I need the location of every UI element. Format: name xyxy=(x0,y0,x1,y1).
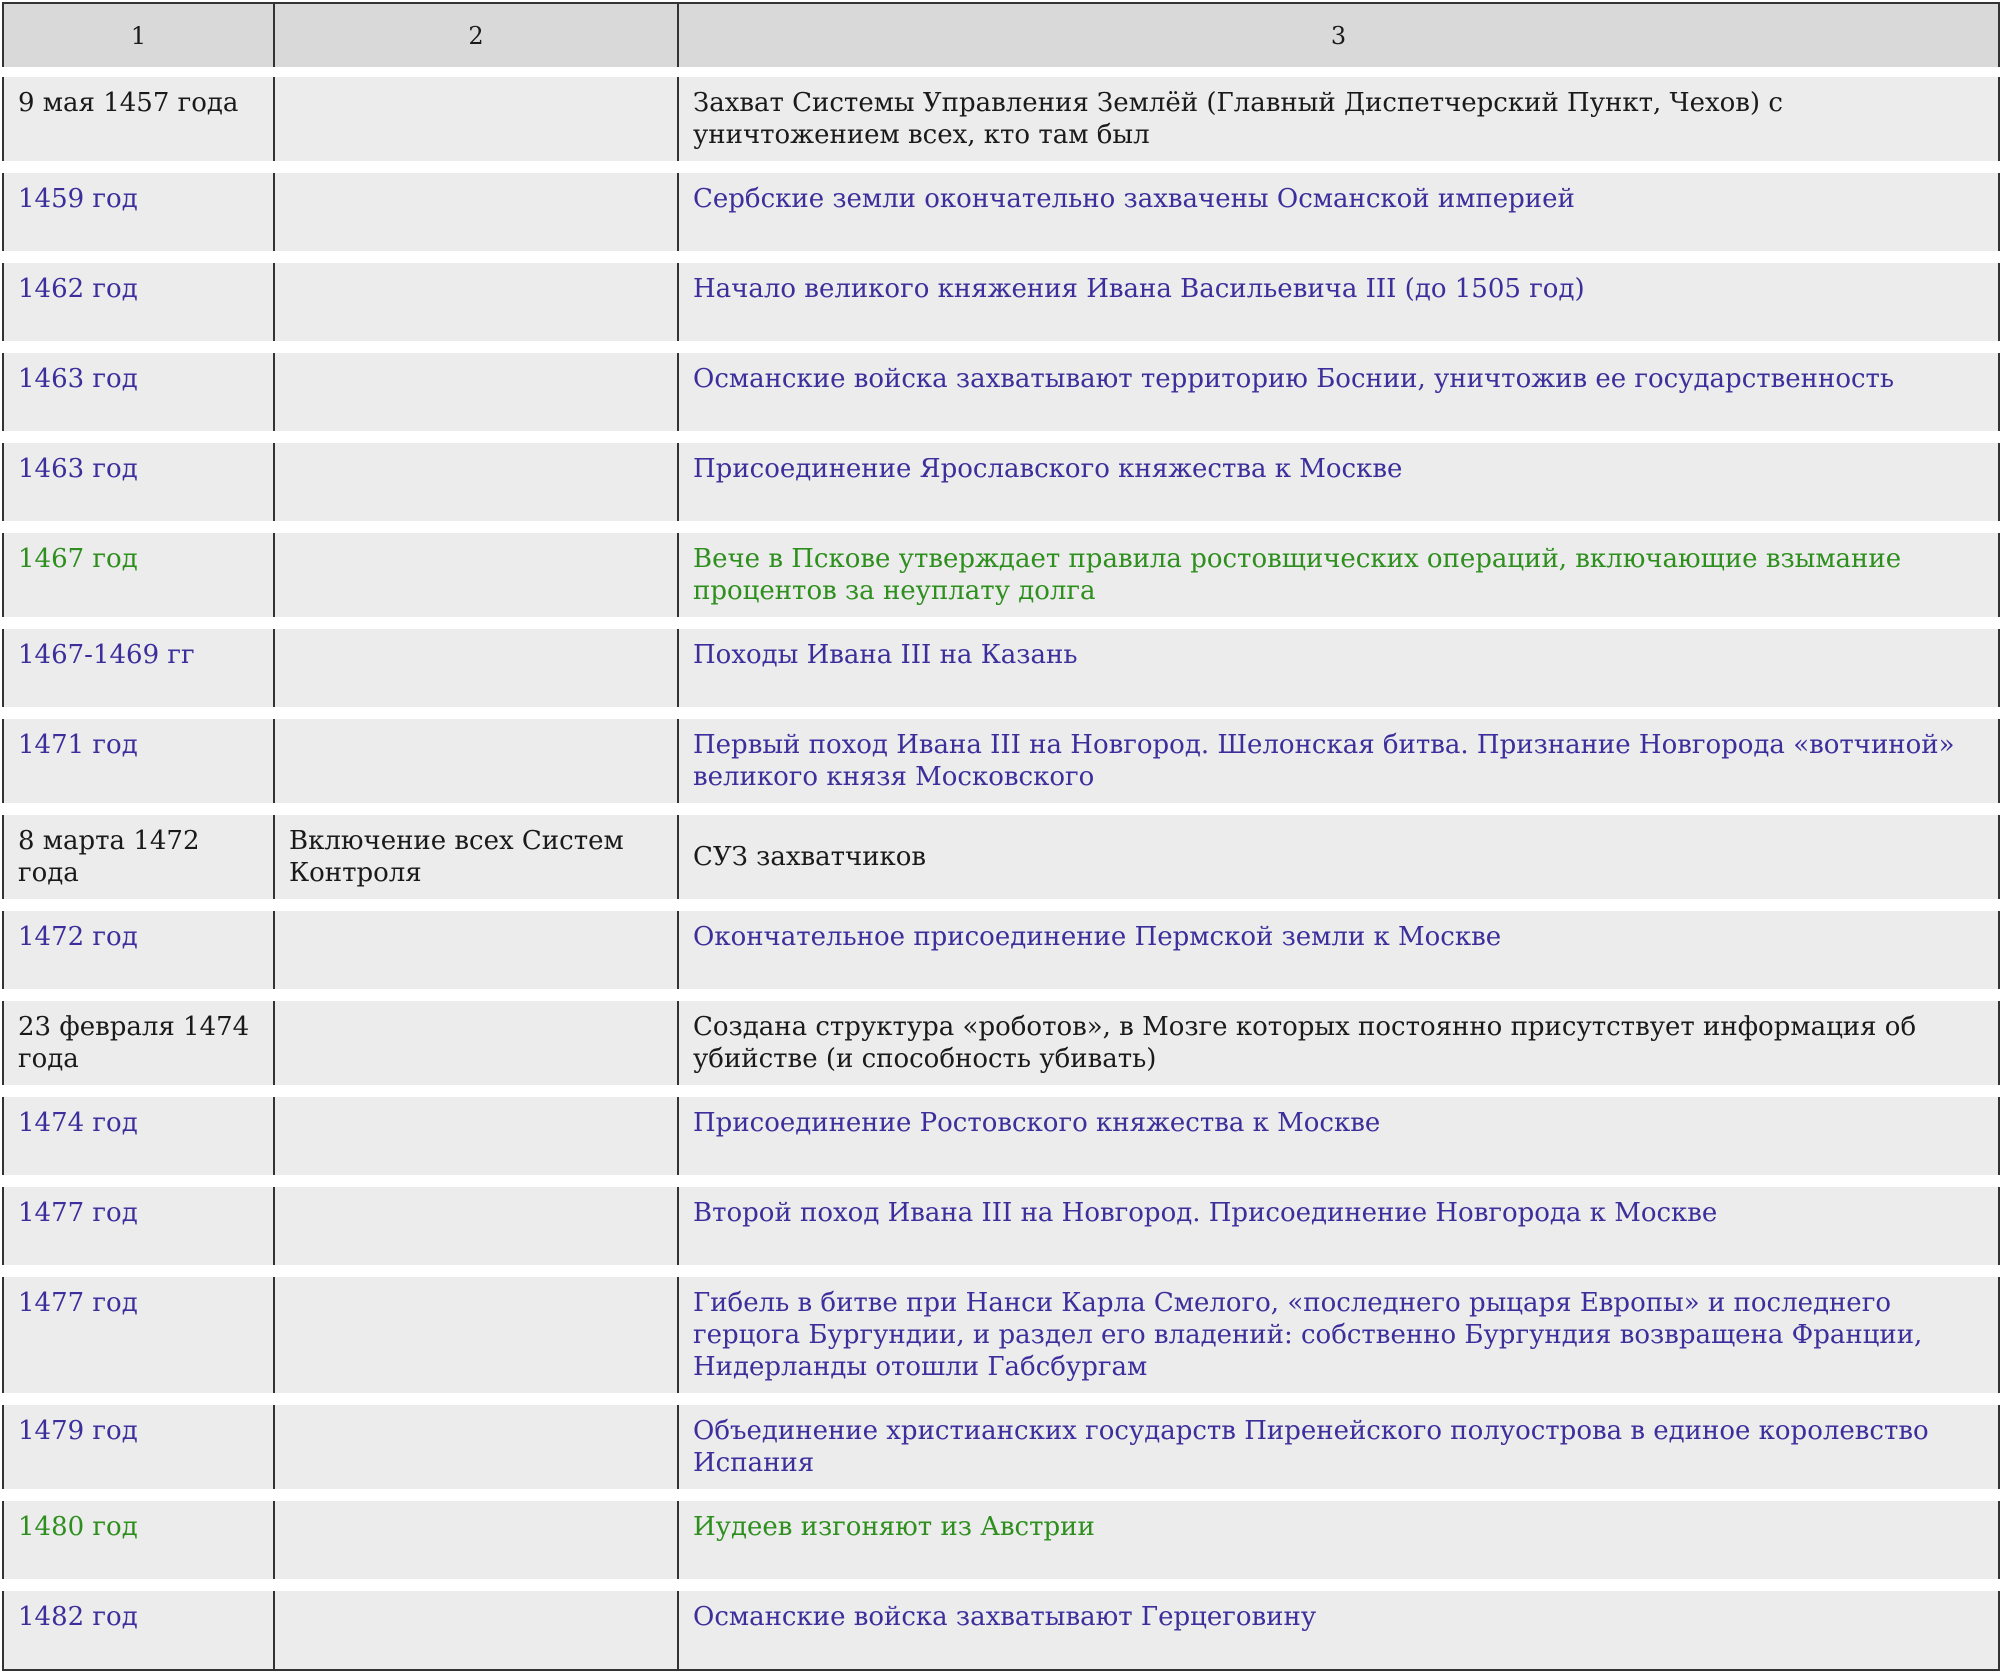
note-cell xyxy=(274,347,678,437)
event-cell: Присоединение Ростовского княжества к Москве xyxy=(678,1091,1999,1181)
table-row xyxy=(3,257,1999,347)
table-row xyxy=(3,905,1999,995)
date-cell: 1474 год xyxy=(3,1091,274,1181)
date-cell: 1482 год xyxy=(3,1585,274,1670)
table-row xyxy=(3,1091,1999,1181)
event-cell: СУЗ захватчиков xyxy=(678,809,1999,905)
event-cell: Османские войска захватывают территорию Боснии, уничтожив ее государственность xyxy=(678,347,1999,437)
table-row xyxy=(3,347,1999,437)
note-cell xyxy=(274,72,678,167)
event-cell: Сербские земли окончательно захвачены Османской империей xyxy=(678,167,1999,257)
note-cell xyxy=(274,1091,678,1181)
date-cell: 1480 год xyxy=(3,1495,274,1585)
column-header-3: 3 xyxy=(678,3,1999,72)
table-row xyxy=(3,1399,1999,1495)
note-cell xyxy=(274,1271,678,1399)
date-cell: 1472 год xyxy=(3,905,274,995)
event-cell: Вече в Пскове утверждает правила ростовщических операций, включающие взымание процентов за неуплату долга xyxy=(678,527,1999,623)
table-row xyxy=(3,1495,1999,1585)
date-cell: 1471 год xyxy=(3,713,274,809)
date-cell: 1477 год xyxy=(3,1181,274,1271)
note-cell xyxy=(274,1399,678,1495)
note-cell xyxy=(274,1495,678,1585)
table-row xyxy=(3,167,1999,257)
date-cell: 1467 год xyxy=(3,527,274,623)
note-cell xyxy=(274,905,678,995)
note-cell xyxy=(274,995,678,1091)
date-cell: 1463 год xyxy=(3,437,274,527)
date-cell: 1463 год xyxy=(3,347,274,437)
table-row xyxy=(3,1271,1999,1399)
note-cell xyxy=(274,713,678,809)
note-cell xyxy=(274,1585,678,1670)
event-cell: Иудеев изгоняют из Австрии xyxy=(678,1495,1999,1585)
event-cell: Создана структура «роботов», в Мозге которых постоянно присутствует информация об убийстве (и способность убивать) xyxy=(678,995,1999,1091)
event-cell: Походы Ивана III на Казань xyxy=(678,623,1999,713)
date-cell: 1462 год xyxy=(3,257,274,347)
event-cell: Объединение христианских государств Пиренейского полуострова в единое королевство Испания xyxy=(678,1399,1999,1495)
date-cell: 23 февраля 1474 года xyxy=(3,995,274,1091)
note-cell xyxy=(274,527,678,623)
note-cell xyxy=(274,1181,678,1271)
date-cell: 8 марта 1472 года xyxy=(3,809,274,905)
table-row xyxy=(3,527,1999,623)
column-header-1: 1 xyxy=(3,3,274,72)
table-row xyxy=(3,995,1999,1091)
date-cell: 1459 год xyxy=(3,167,274,257)
event-cell: Первый поход Ивана III на Новгород. Шелонская битва. Признание Новгорода «вотчиной» великого князя Московского xyxy=(678,713,1999,809)
table-row xyxy=(3,1181,1999,1271)
date-cell: 1479 год xyxy=(3,1399,274,1495)
chronology-table xyxy=(2,2,2000,1671)
event-cell: Гибель в битве при Нанси Карла Смелого, «последнего рыцаря Европы» и последнего герцога Бургундии, и раздел его владений: собственно Бургундия возвращена Франции, Нидерланды отошли Габсбургам xyxy=(678,1271,1999,1399)
note-cell xyxy=(274,437,678,527)
table-row xyxy=(3,72,1999,167)
event-cell: Захват Системы Управления Землёй (Главный Диспетчерский Пункт, Чехов) с уничтожением всех, кто там был xyxy=(678,72,1999,167)
table-row xyxy=(3,809,1999,905)
note-cell: Включение всех Систем Контроля xyxy=(274,809,678,905)
date-cell: 9 мая 1457 года xyxy=(3,72,274,167)
event-cell: Присоединение Ярославского княжества к Москве xyxy=(678,437,1999,527)
table-row xyxy=(3,623,1999,713)
note-cell xyxy=(274,257,678,347)
event-cell: Начало великого княжения Ивана Васильевича III (до 1505 год) xyxy=(678,257,1999,347)
note-cell xyxy=(274,623,678,713)
date-cell: 1477 год xyxy=(3,1271,274,1399)
column-header-2: 2 xyxy=(274,3,678,72)
table-row xyxy=(3,1585,1999,1670)
header-row xyxy=(3,3,1999,72)
event-cell: Окончательное присоединение Пермской земли к Москве xyxy=(678,905,1999,995)
event-cell: Османские войска захватывают Герцеговину xyxy=(678,1585,1999,1670)
table-row xyxy=(3,437,1999,527)
event-cell: Второй поход Ивана III на Новгород. Присоединение Новгорода к Москве xyxy=(678,1181,1999,1271)
note-cell xyxy=(274,167,678,257)
table-row xyxy=(3,713,1999,809)
date-cell: 1467-1469 гг xyxy=(3,623,274,713)
